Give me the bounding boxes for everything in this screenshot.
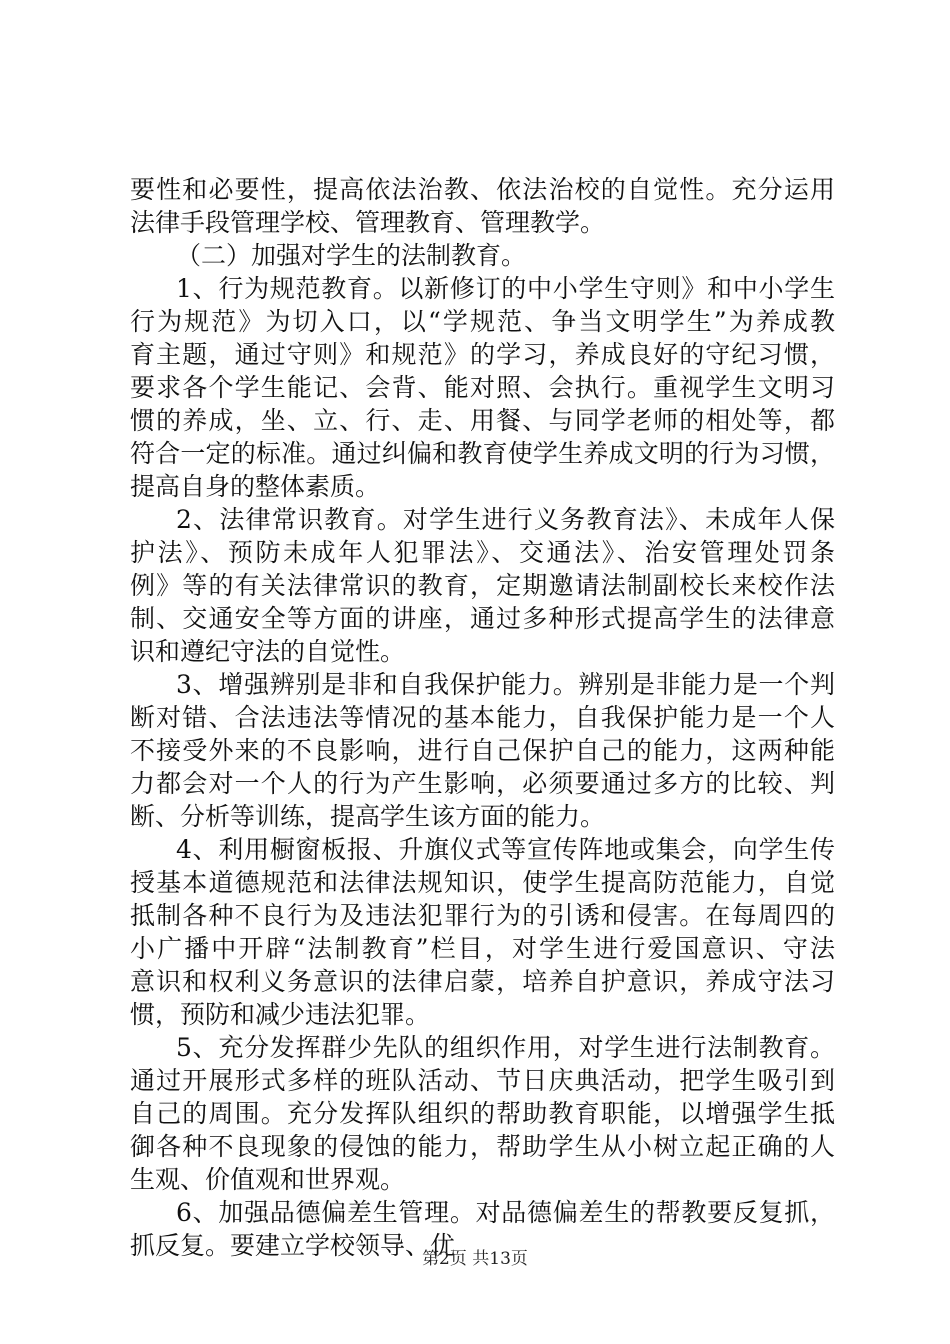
page-footer: 第2页 共13页 <box>422 1249 528 1269</box>
text-line: （二）加强对学生的法制教育。 <box>176 241 527 270</box>
text-line: 御各种不良现象的侵蚀的能力，帮助学生从小树立起正确的人 <box>130 1132 835 1161</box>
text-line: 2、法律常识教育。对学生进行义务教育法》、未成年人保 <box>176 505 835 534</box>
text-line: 意识和权利义务意识的法律启蒙，培养自护意识，养成守法习 <box>130 967 835 996</box>
text-line: 符合一定的标准。通过纠偏和教育使学生养成文明的行为习惯， <box>130 439 835 468</box>
text-line: 育主题，通过守则》和规范》的学习，养成良好的守纪习惯， <box>130 340 835 369</box>
text-line: 要性和必要性，提高依法治教、依法治校的自觉性。充分运用 <box>130 175 835 204</box>
text-line: 惯的养成，坐、立、行、走、用餐、与同学老师的相处等，都 <box>130 406 835 435</box>
text-line: 要求各个学生能记、会背、能对照、会执行。重视学生文明习 <box>130 373 835 402</box>
text-line: 抵制各种不良行为及违法犯罪行为的引诱和侵害。在每周四的 <box>130 901 835 930</box>
text-line: 提高自身的整体素质。 <box>130 472 381 501</box>
text-line: 断、分析等训练，提高学生该方面的能力。 <box>130 802 606 831</box>
text-line: 制、交通安全等方面的讲座，通过多种形式提高学生的法律意 <box>130 604 835 633</box>
text-line: 断对错、合法违法等情况的基本能力，自我保护能力是一个人 <box>130 703 835 732</box>
text-line: 抓反复。要建立学校领导、优 <box>130 1231 456 1260</box>
text-line: 4、利用橱窗板报、升旗仪式等宣传阵地或集会，向学生传 <box>176 835 835 864</box>
text-line: 例》等的有关法律常识的教育，定期邀请法制副校长来校作法 <box>130 571 835 600</box>
text-line: 不接受外来的不良影响，进行自己保护自己的能力，这两种能 <box>130 736 835 765</box>
document-body <box>130 173 835 1262</box>
text-line: 法律手段管理学校、管理教育、管理教学。 <box>130 208 606 237</box>
text-line: 授基本道德规范和法律法规知识，使学生提高防范能力，自觉 <box>130 868 835 897</box>
text-line: 6、加强品德偏差生管理。对品德偏差生的帮教要反复抓， <box>176 1198 835 1227</box>
text-line: 力都会对一个人的行为产生影响，必须要通过多方的比较、判 <box>130 769 835 798</box>
text-line: 小广播中开辟“法制教育”栏目，对学生进行爱国意识、守法 <box>130 934 835 963</box>
text-line: 护法》、预防未成年人犯罪法》、交通法》、治安管理处罚条 <box>130 538 835 567</box>
text-line: 生观、价值观和世界观。 <box>130 1165 406 1194</box>
text-line: 识和遵纪守法的自觉性。 <box>130 637 406 666</box>
text-line: 1、行为规范教育。以新修订的中小学生守则》和中小学生 <box>176 274 835 303</box>
text-line: 惯，预防和减少违法犯罪。 <box>130 1000 431 1029</box>
text-line: 5、充分发挥群少先队的组织作用，对学生进行法制教育。 <box>176 1033 835 1062</box>
text-line: 3、增强辨别是非和自我保护能力。辨别是非能力是一个判 <box>176 670 835 699</box>
text-line: 通过开展形式多样的班队活动、节日庆典活动，把学生吸引到 <box>130 1066 835 1095</box>
text-line: 自己的周围。充分发挥队组织的帮助教育职能，以增强学生抵 <box>130 1099 835 1128</box>
text-line: 行为规范》为切入口，以“学规范、争当文明学生”为养成教 <box>130 307 835 336</box>
